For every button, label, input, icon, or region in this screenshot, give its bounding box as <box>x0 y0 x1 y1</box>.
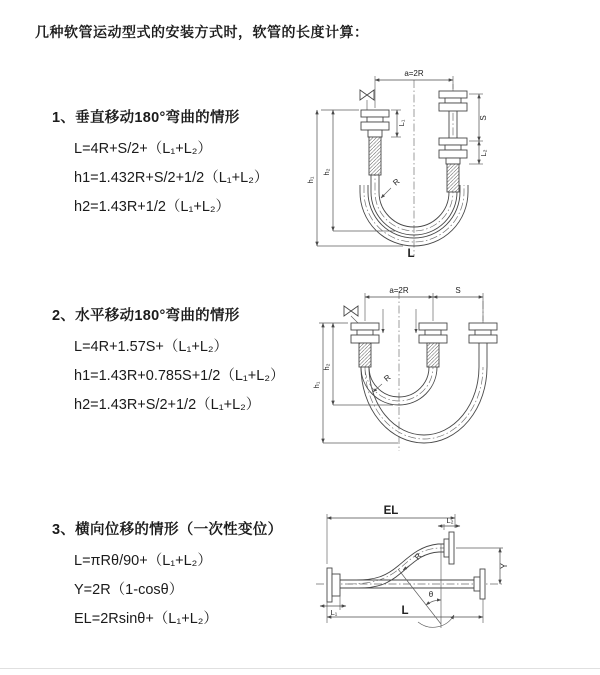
hose-displaced-curve <box>340 544 449 588</box>
valve-icon <box>344 306 358 323</box>
formula-s1-h2: h2=1.43R+1/2（L₁+L₂） <box>74 199 231 215</box>
radius-label: R <box>412 551 424 562</box>
radius-label: R <box>391 176 402 188</box>
dimension-y <box>499 548 509 584</box>
dim-label-a2r: a=2R <box>404 69 424 78</box>
diagram-lateral-displacement <box>298 496 598 646</box>
diagram-vertical-180-bend <box>303 64 588 260</box>
formula-s3-EL: EL=2Rsinθ+（L₁+L₂） <box>74 611 218 627</box>
right-flange-assembly <box>469 323 497 343</box>
dim-label-el: EL <box>383 505 399 517</box>
braided-hose-section <box>369 137 381 175</box>
dimension-l <box>327 599 483 623</box>
hose-displaced-position <box>361 343 487 443</box>
middle-flange-assembly <box>419 323 447 367</box>
right-lower-flange-assembly <box>439 138 467 192</box>
braided-hose-section <box>427 343 439 367</box>
length-label: L <box>407 248 415 260</box>
dim-label-y: Y <box>499 562 509 570</box>
formula-s1-L: L=4R+S/2+（L₁+L₂） <box>74 141 212 157</box>
dim-label-h1: h₁ <box>312 381 321 389</box>
dim-label-h2: h₂ <box>322 168 331 176</box>
braided-hose-section <box>447 164 459 192</box>
section-2-heading: 2、水平移动180°弯曲的情形 <box>52 308 240 324</box>
section-3-heading: 3、横向位移的情形（一次性变位） <box>52 522 283 538</box>
left-flange <box>327 568 340 602</box>
dim-label-s: S <box>479 115 488 121</box>
dim-label-l2: L₂ <box>446 516 454 525</box>
dim-label-l1: L₁ <box>330 608 338 617</box>
valve-icon <box>360 90 374 110</box>
dimension-s <box>469 94 488 141</box>
right-flange <box>474 569 485 599</box>
formula-s3-L: L=πRθ/90+（L₁+L₂） <box>74 553 212 569</box>
dim-label-a2r: a=2R <box>389 286 409 295</box>
dimension-el <box>327 505 455 564</box>
radius-leader <box>381 177 402 198</box>
diagram-horizontal-180-bend <box>298 283 598 455</box>
formula-s2-h2: h2=1.43R+S/2+1/2（L₁+L₂） <box>74 397 261 413</box>
dim-label-h2: h₂ <box>322 363 331 371</box>
angle-label: θ <box>428 590 434 599</box>
dimension-l1 <box>391 110 406 137</box>
section-1-heading: 1、垂直移动180°弯曲的情形 <box>52 110 240 126</box>
dim-label-l1: L₁ <box>397 119 406 127</box>
left-flange-assembly <box>351 323 379 367</box>
left-flange-assembly <box>361 110 389 175</box>
dim-label-h1: h₁ <box>306 176 315 184</box>
radius-leader <box>373 373 393 392</box>
upper-displaced-flange <box>444 532 503 564</box>
formula-s2-h1: h1=1.43R+0.785S+1/2（L₁+L₂） <box>74 368 285 384</box>
formula-s2-L: L=4R+1.57S+（L₁+L₂） <box>74 339 229 355</box>
dim-label-l2: L₂ <box>479 149 488 157</box>
page-bottom-divider <box>0 668 600 669</box>
radius-label: R <box>382 372 393 384</box>
formula-s3-Y: Y=2R（1-cosθ） <box>74 582 184 598</box>
section-lateral-displacement <box>52 518 314 627</box>
dim-label-l: L <box>401 605 409 617</box>
section-vertical-180 <box>52 106 314 215</box>
dimension-l2 <box>469 141 488 164</box>
section-horizontal-180 <box>52 304 314 413</box>
radius-leader <box>403 551 424 570</box>
page-title: 几种软管运动型式的安装方式时，软管的长度计算： <box>35 24 369 40</box>
formula-s1-h1: h1=1.432R+S/2+1/2（L₁+L₂） <box>74 170 269 186</box>
braided-hose-section <box>359 343 371 367</box>
dim-label-s: S <box>455 286 461 295</box>
